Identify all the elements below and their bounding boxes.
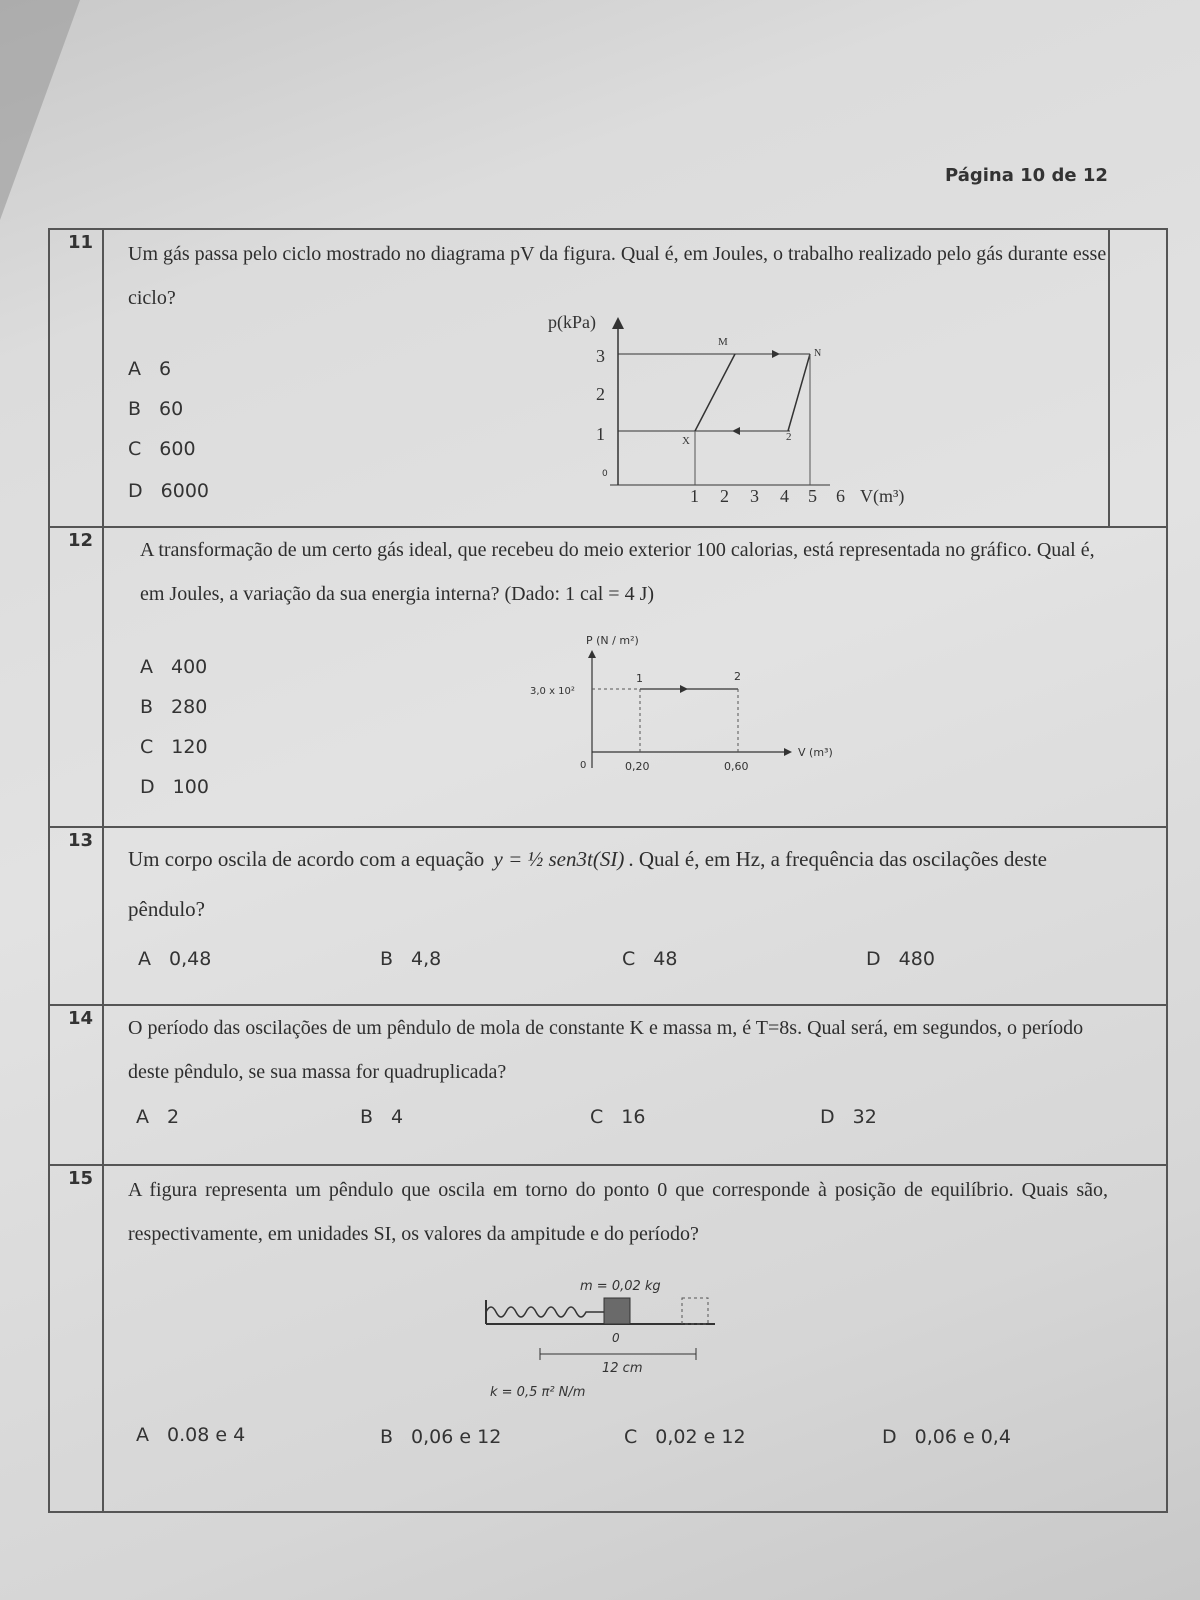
question-14 xyxy=(50,1006,1166,1166)
spring-constant-label: k = 0,5 π² N/m xyxy=(490,1385,586,1400)
x-axis-label: V (m³) xyxy=(798,746,833,759)
option-c[interactable]: C 120 xyxy=(140,736,208,758)
mass-label: m = 0,02 kg xyxy=(580,1279,661,1294)
origin-label: 0 xyxy=(602,469,608,479)
option-b[interactable]: B 4,8 xyxy=(380,948,442,970)
option-b[interactable]: B 0,06 e 12 xyxy=(380,1426,502,1448)
spring-mass-figure xyxy=(470,1276,730,1416)
x-tick-4: 4 xyxy=(780,486,789,506)
option-c[interactable]: C 16 xyxy=(590,1106,646,1128)
option-d[interactable]: D 0,06 e 0,4 xyxy=(882,1426,1011,1448)
question-number: 15 xyxy=(68,1168,94,1189)
x-axis-arrow xyxy=(784,748,792,756)
arrow-m-n xyxy=(772,350,780,358)
point-m: M xyxy=(718,336,728,348)
question-13 xyxy=(50,828,1166,1006)
y-axis-label: P (N / m²) xyxy=(586,634,639,647)
distance-label: 12 cm xyxy=(602,1361,643,1376)
option-a[interactable]: A 0.08 e 4 xyxy=(136,1424,246,1446)
question-number: 12 xyxy=(68,530,94,551)
pv-isobaric-graph xyxy=(480,628,833,788)
mass-ghost xyxy=(682,1298,708,1324)
option-b[interactable]: B 280 xyxy=(140,696,208,718)
question-text: Um corpo oscila de acordo com a equação y = ½ sen3t(SI) . Qual é, em Hz, a frequência das oscilações deste pêndulo? xyxy=(128,847,1047,921)
y-tick-3: 3 xyxy=(596,346,605,366)
x-tick-060: 0,60 xyxy=(724,760,749,773)
option-d[interactable]: D 6000 xyxy=(128,480,209,502)
option-c[interactable]: C 600 xyxy=(128,438,196,460)
option-b[interactable]: B 4 xyxy=(360,1106,404,1128)
point-z: 2 xyxy=(786,431,792,443)
y-tick-label: 3,0 x 10² xyxy=(530,686,575,697)
x-tick-6: 6 xyxy=(836,486,845,506)
point-n: N xyxy=(814,348,822,359)
option-a[interactable]: A 2 xyxy=(136,1106,180,1128)
spring xyxy=(486,1307,606,1317)
process-arrow xyxy=(680,685,688,693)
equation: y = ½ sen3t(SI) xyxy=(493,847,625,871)
option-a[interactable]: A 400 xyxy=(140,656,208,678)
option-d[interactable]: D 32 xyxy=(820,1106,877,1128)
question-12 xyxy=(50,528,1166,828)
question-text: A transformação de um certo gás ideal, que recebeu do meio exterior 100 calorias, está representada no gráfico. Qual é, em Joules, a variação da sua energia interna? (Dado: 1 cal = 4 J) xyxy=(140,539,1095,605)
question-text: O período das oscilações de um pêndulo de mola de constante K e massa m, é T=8s. Qual será, em segundos, o período deste pêndulo, se sua massa for quadruplicada? xyxy=(128,1017,1084,1083)
x-tick-5: 5 xyxy=(808,486,817,506)
x-tick-2: 2 xyxy=(720,486,729,506)
y-tick-1: 1 xyxy=(596,424,605,444)
option-c[interactable]: C 0,02 e 12 xyxy=(624,1426,746,1448)
arrow-z-x xyxy=(732,427,740,435)
mass-block xyxy=(604,1298,630,1324)
point-x: X xyxy=(682,435,690,447)
question-number: 11 xyxy=(68,232,94,253)
y-axis-label: p(kPa) xyxy=(548,312,596,332)
point-2: 2 xyxy=(734,670,741,683)
question-text: A figura representa um pêndulo que oscila em torno do ponto 0 que corresponde à posição de equilíbrio. Quais são, respectivamente, em unidades SI, os valores da ampitude e do período? xyxy=(128,1179,1108,1245)
exam-table xyxy=(48,228,1168,1513)
point-1: 1 xyxy=(636,672,643,685)
option-d[interactable]: D 480 xyxy=(866,948,935,970)
x-axis-label: V(m³) xyxy=(860,486,905,506)
x-tick-020: 0,20 xyxy=(625,760,650,773)
option-c[interactable]: C 48 xyxy=(622,948,678,970)
pv-cycle-graph xyxy=(530,300,905,510)
question-15 xyxy=(50,1166,1166,1511)
zero-label: 0 xyxy=(612,1331,620,1345)
page-number: Página 10 de 12 xyxy=(945,165,1108,186)
question-text: Um gás passa pelo ciclo mostrado no diagrama pV da figura. Qual é, em Joules, o trabalho realizado pelo gás durante esse ciclo? xyxy=(128,243,1107,309)
question-11 xyxy=(50,230,1166,528)
option-b[interactable]: B 60 xyxy=(128,398,184,420)
y-axis-arrow xyxy=(588,650,596,658)
option-a[interactable]: A 6 xyxy=(128,358,172,380)
question-number: 13 xyxy=(68,830,94,851)
x-tick-1: 1 xyxy=(690,486,699,506)
option-d[interactable]: D 100 xyxy=(140,776,209,798)
option-a[interactable]: A 0,48 xyxy=(138,948,212,970)
question-number: 14 xyxy=(68,1008,94,1029)
y-tick-2: 2 xyxy=(596,384,605,404)
page-corner-shadow xyxy=(0,0,80,220)
x-tick-3: 3 xyxy=(750,486,759,506)
segment-x-m xyxy=(695,354,735,431)
origin-label: 0 xyxy=(580,760,587,771)
segment-n-z xyxy=(788,354,810,431)
